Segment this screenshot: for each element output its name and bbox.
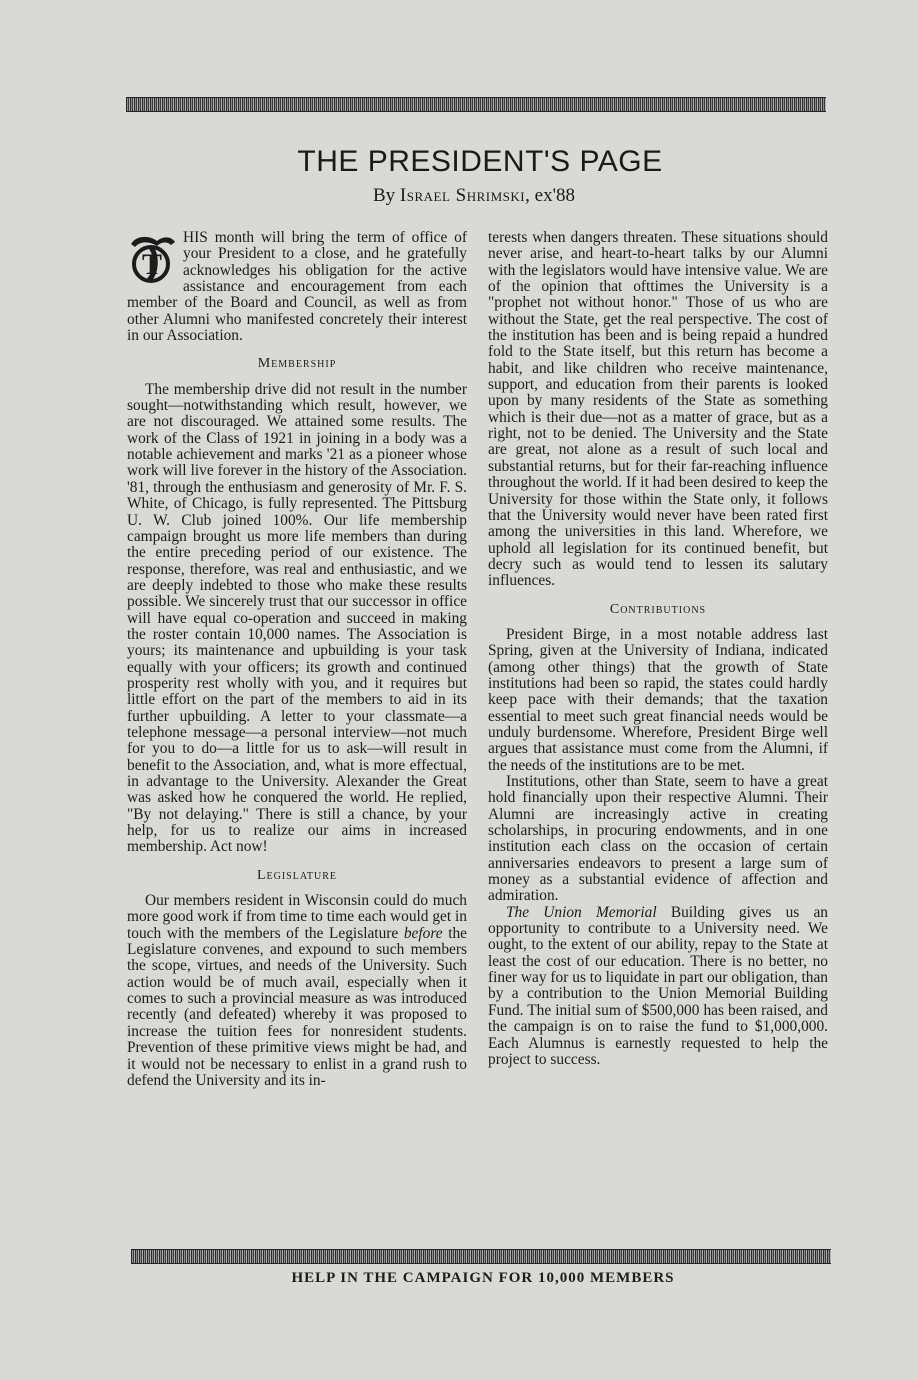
union-memorial-emphasis: The Union Memorial [506,903,657,921]
left-column [127,230,467,1089]
intro-paragraph [127,230,467,344]
contributions-heading: Contributions [609,601,707,617]
contributions-paragraph-2: Institutions, other than State, seem to have a great hold financially upon their respective Alumni. Their Alumni are increasingly active in creating scholarships, in procuring endowments, and in one institution each class on the occasion of certain anniversaries endeavors to present a large sum of money as a substantial evidence of affection and admiration. [488,773,828,905]
intro-text: HIS month will bring the term of office of your President to a close, and he gratefully acknowledges his obligation for the active assistance and encouragement from each member of the Board and Council, as well as from other Alumni who manifested concretely their interest in our Association. [127,229,467,345]
byline [0,185,918,207]
byline-prefix: By [372,185,400,206]
author-name: Israel Shrimski [399,185,526,206]
legislature-text-2: the Legislature convenes, and expound to such members the scope, virtues, and needs of the University. Such action would be of much avail, especially when it comes to such a provincial measure as was introduced recently (and defeated) whereby it was proposed to increase the tuition fees for nonresident students. Prevention of these primitive views might be had, and it would not be necessary to enlist in a grand rush to defend the University and its in- [127,924,467,1089]
legislature-text-1: Our members resident in Wisconsin could do much more good work if from time to time each would get in touch with the members of the Legislature [127,892,467,942]
bottom-decorative-rule [131,1249,831,1264]
right-column [488,230,828,1068]
legislature-emphasis: before [403,924,443,942]
class-year: , ex'88 [525,185,575,206]
legislature-paragraph [127,893,467,1089]
legislature-continuation: terests when dangers threaten. These situations should never arise, and heart-to-heart talks by our Alumni with the legislators would have intensive value. We are of the opinion that ofttimes the University is a "prophet not without honor." Those of us who are without the State, get the real perspective. The cost of the institution has been and is being repaid a hundred fold to the State itself, but this return has become a habit, and like children who receive maintenance, support, and education from their parents is looked upon by many residents of the State as something which is their due—not as a matter of grace, but as a right, not to be denied. The University and the State are great, not alone as a result of such local and substantial returns, but for their far-reaching influence throughout the world. If it had been desired to keep the University for those within the State only, it follows that the University would never have been rated first among the universities in this land. Wherefore, we uphold all legislation for its continued benefit, but decry such as would tend to lessen its salutary influences. [488,229,828,590]
membership-heading: Membership [257,356,337,372]
membership-paragraph: The membership drive did not result in the number sought—notwithstanding which result, however, we are not discouraged. We attained some results. The work of the Class of 1921 in joining in a body was a notable achievement and marks '21 as a pioneer whose work will live forever in the history of the Association. '81, through the enthusiasm and generosity of Mr. F. S. White, of Chicago, is fully represented. The Pittsburg U. W. Club joined 100%. Our life membership campaign brought us more life members than during the entire preceding period of our existence. The response, therefore, was real and enthusiastic, and we are deeply indebted to those who make these results possible. We sincerely trust that our successor in office will have equal co-operation and succeed in making the roster contain 10,000 names. The Association is yours; its maintenance and upbuilding is your task equally with your officers; its growth and continued prosperity rest wholly with you, and it requires but little effort on the part of the members to aid in its further upbuilding. A letter to your classmate—a telephone message—a personal interview—not much for you to do—a little for us to ask—will result in benefit to the Association, and, what is more effectual, in advantage to the University. Alexander the Great was asked how he conquered the world. He replied, "By not delaying." There is still a chance, by your help, for us to realize our aims in increased membership. Act now! [127,380,467,856]
page-title: THE PRESIDENT'S PAGE [297,145,663,178]
drop-cap-letter: T [141,248,163,281]
contributions-paragraph-1: President Birge, in a most notable address last Spring, given at the University of Indiana, indicated (among other things) that the growth of State institutions had been so rapid, the states could hardly keep pace with their demands; that the taxation essential to meet such great financial needs would be unduly burdensome. Wherefore, President Birge well argues that assistance must come from the Alumni, if the needs of the institutions are to be met. [488,625,828,774]
footer-slogan: HELP IN THE CAMPAIGN FOR 10,000 MEMBERS [291,1270,675,1286]
top-decorative-rule [126,97,826,112]
legislature-heading: Legislature [256,867,338,883]
drop-cap-ornament [127,232,177,284]
contributions-paragraph-3 [488,905,828,1068]
contributions-text-3: Building gives us an opportunity to contribute to a University need. We ought, to the extent of our ability, repay to the State at least the cost of our education. There is no better, no finer way for us to liquidate in part our obligation, than by a contribution to the Union Memorial Building Fund. The initial sum of $500,000 has been raised, and the campaign is on to raise the fund to $1,000,000. Each Alumnus is earnestly requested to help the project to success. [488,903,828,1068]
